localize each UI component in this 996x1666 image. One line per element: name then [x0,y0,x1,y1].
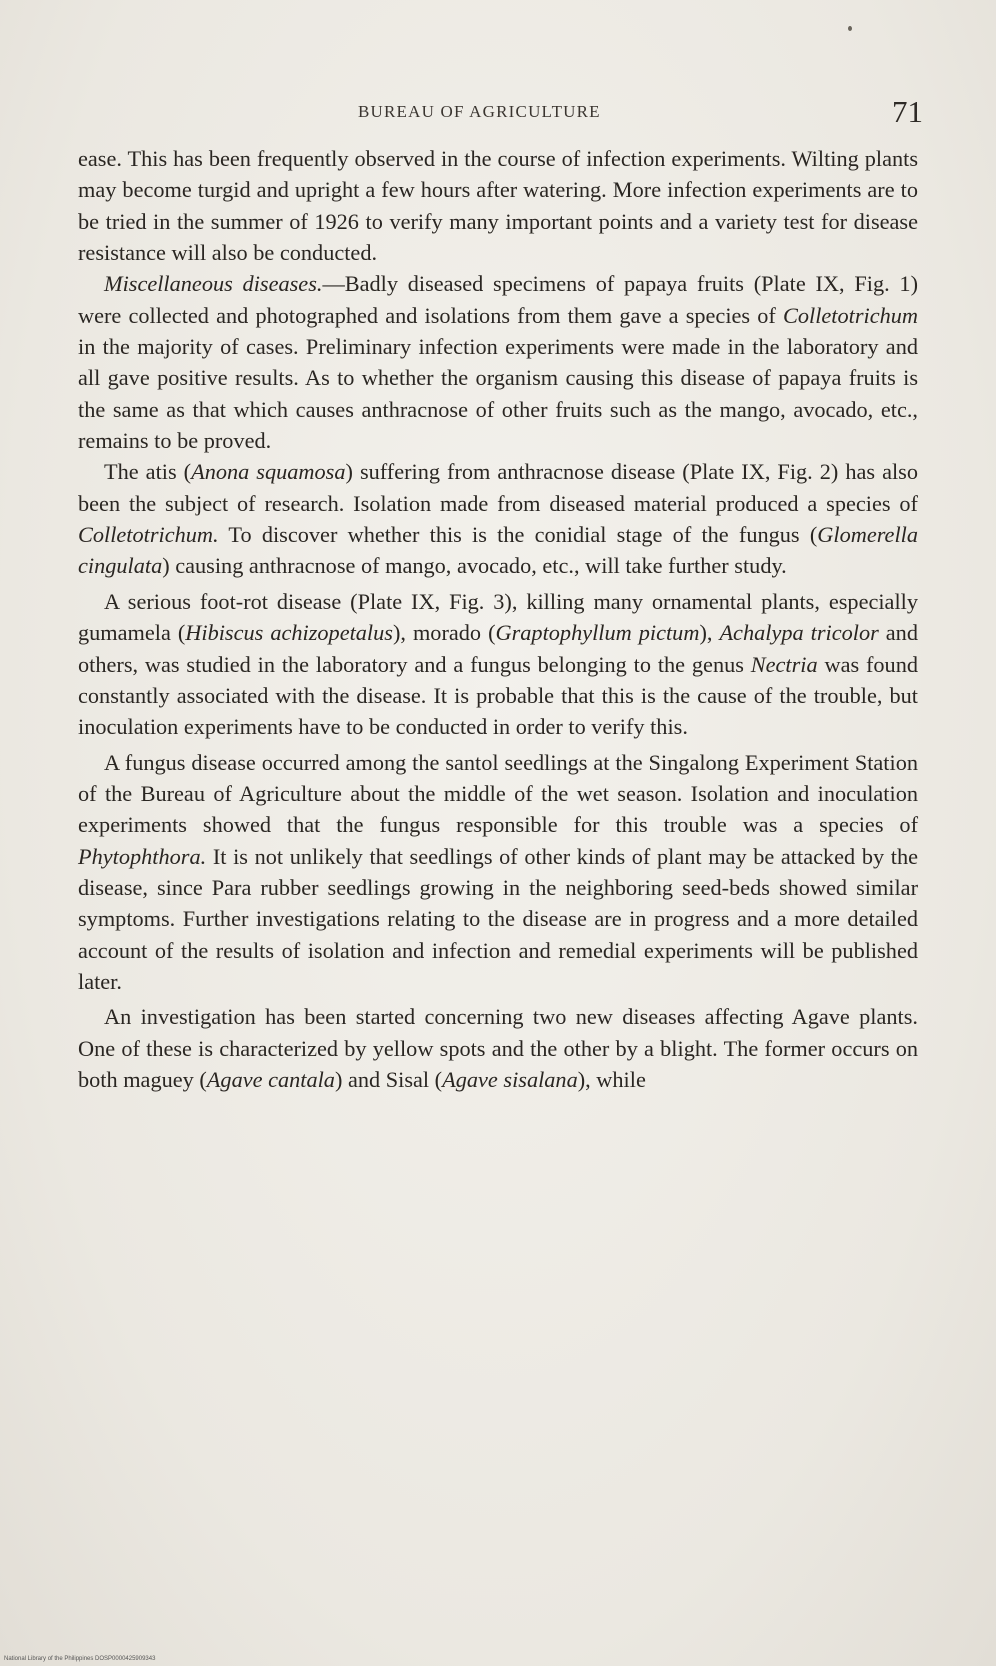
italic-term: Graptophyllum pictum [495,620,700,646]
body-text [78,143,918,1095]
page-number: 71 [892,94,923,129]
source-note: National Library of the Philippines DOSP0000425909343 [4,1656,156,1662]
italic-term: Hibiscus achizopetalus [185,620,393,646]
text-run: A serious foot-rot disease (Plate IX, Fig. 3), killing many ornamental plants, especially gumamela ( [78,588,918,646]
text-run: ) and Sisal ( [334,1066,443,1092]
text-run: and others, was studied in the laboratory and a fungus belonging to the genus [78,620,918,677]
italic-term: Miscellaneous diseases. [104,271,323,297]
text-run: in the majority of cases. Preliminary infection experiments were made in the laboratory and all gave positive results. As to whether the organism causing this disease of papaya fruits is the same as that which causes anthracnose of other fruits such as the mango, avocado, etc., remains to be proved. [78,334,918,454]
text-run: ), [699,620,720,646]
text-run: —Badly diseased specimens of papaya fruits (Plate IX, Fig. 1) were collected and photographed and isolations from them gave a species of [78,271,918,328]
paper-speck [848,26,852,31]
italic-term: Colletotrichum. [78,522,219,548]
text-run: The atis ( [104,459,192,485]
text-run: ) causing anthracnose of mango, avocado, etc., will take further study. [162,553,787,579]
paragraph-2 [78,268,918,456]
paragraph-6 [78,1001,918,1095]
text-run: A fungus disease occurred among the santol seedlings at the Singalong Experiment Station of the Bureau of Agriculture about the middle of the wet season. Isolation and inoculation experiments showed that the fungus responsible for this trouble was a species of [78,749,918,838]
italic-term: Agave sisalana [442,1066,578,1092]
italic-term: Agave cantala [206,1066,335,1092]
text-run: was found constantly associated with the disease. It is probable that this is the cause of the trouble, but inoculation experiments have to be conducted in order to verify this. [78,651,919,740]
text-run: An investigation has been started concerning two new diseases affecting Agave plants. One of these is characterized by yellow spots and the other by a blight. The former occurs on both maguey ( [78,1004,918,1092]
text-run: It is not unlikely that seedlings of other kinds of plant may be attacked by the disease, since Para rubber seedlings growing in the neighboring seed-beds showed similar symptoms. Further investigations relating to the disease are in progress and a more detailed account of the results of isolation and infection and remedial experiments will be published later. [78,843,918,994]
text-run: ), while [577,1066,646,1092]
page-header [0,94,996,138]
text-run: ), morado ( [392,620,496,646]
paragraph-5 [78,747,918,998]
paragraph-3 [78,456,918,581]
paragraph-4 [78,586,918,743]
italic-term: Anona squamosa [191,459,346,485]
text-run: ) suffering from anthracnose disease (Plate IX, Fig. 2) has also been the subject of research. Isolation made from diseased material produced a species of [78,459,918,516]
italic-term: Glomerella cingulata [78,522,918,579]
italic-term: Achalypa tricolor [719,620,879,646]
text-run: ease. This has been frequently observed in the course of infection experiments. Wilting plants may become turgid and upright a few hours after watering. More infection experiments are to be tried in the summer of 1926 to verify many important points and a variety test for disease resistance will also be conducted. [78,146,918,266]
italic-term: Colletotrichum [782,302,918,328]
paragraph-1 [78,143,918,268]
text-run: To discover whether this is the conidial stage of the fungus ( [218,522,818,548]
italic-term: Phytophthora. [78,843,207,869]
running-head: BUREAU OF AGRICULTURE [358,102,601,121]
italic-term: Nectria [750,651,818,677]
